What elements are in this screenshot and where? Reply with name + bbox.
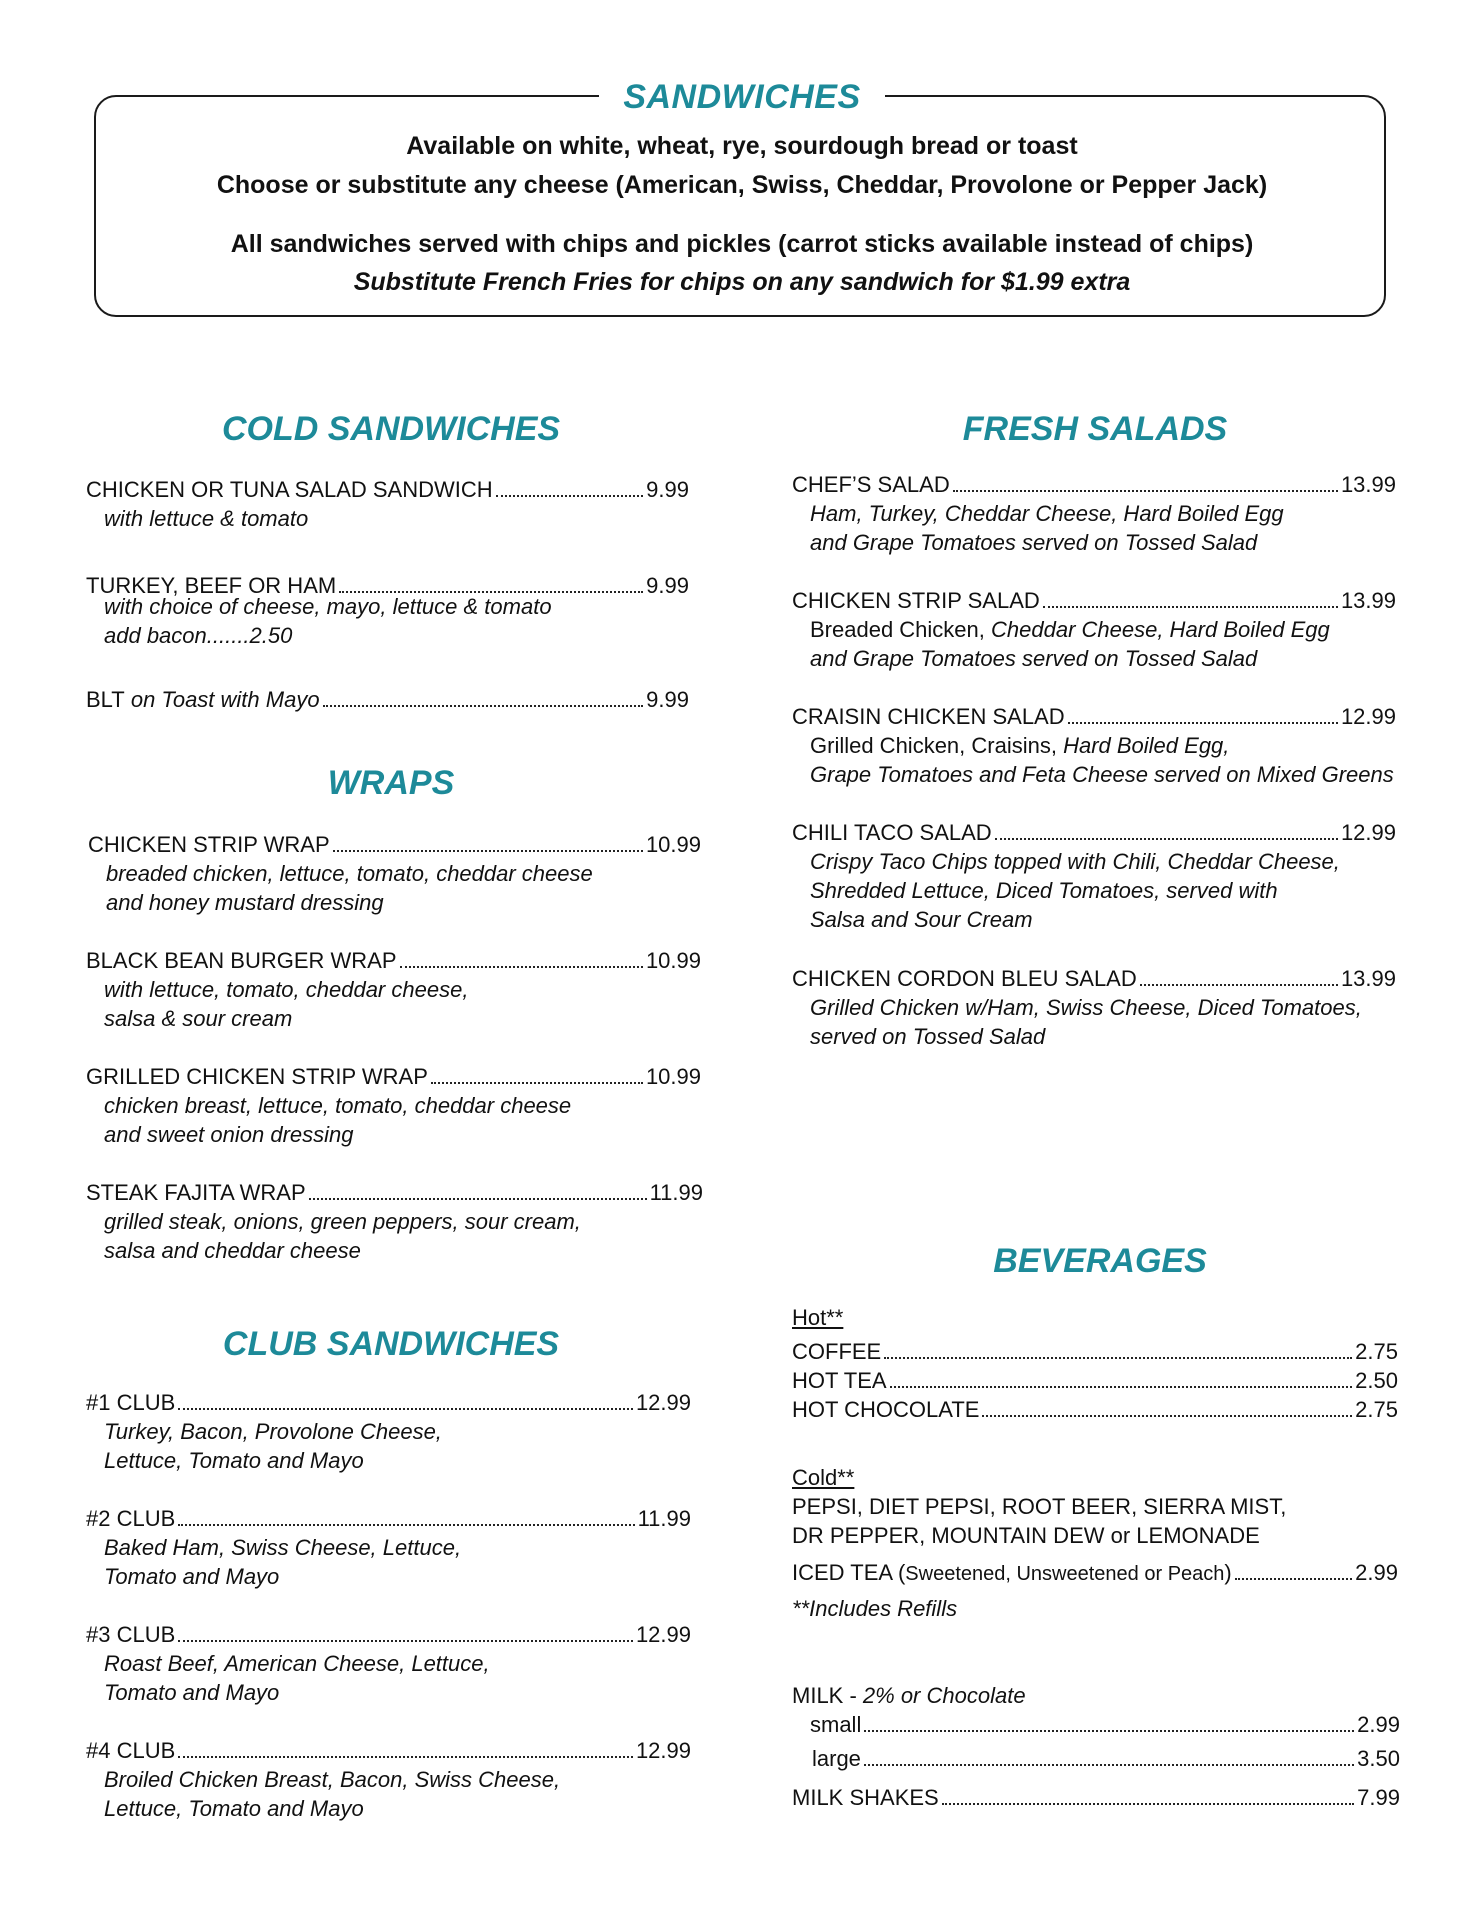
menu-item: CHILI TACO SALAD 12.99 Crispy Taco Chips topped with Chili, Cheddar Cheese, Shredded Lettuce, Diced Tomatoes, served with Salsa and Sour Cream [792, 820, 1396, 932]
beverages-cold-group [792, 1463, 1398, 1623]
cold-drinks-line-2: DR PEPPER, MOUNTAIN DEW or LEMONADE [792, 1523, 1260, 1548]
menu-item: TURKEY, BEEF OR HAM 9.99 with choice of cheese, mayo, lettuce & tomato add bacon.......2.50 [86, 573, 689, 648]
header-cheese-line: Choose or substitute any cheese (American, Swiss, Cheddar, Provolone or Pepper Jack) [216, 171, 1268, 199]
hot-label: Hot** [792, 1305, 844, 1330]
milk-label: MILK - 2% or Chocolate [792, 1683, 1026, 1708]
cold-label: Cold** [792, 1465, 855, 1490]
menu-item: CHICKEN STRIP SALAD 13.99 Breaded Chicken, Cheddar Cheese, Hard Boiled Egg and Grape Tomatoes served on Tossed Salad [792, 588, 1396, 671]
menu-item: CHICKEN OR TUNA SALAD SANDWICH 9.99 with lettuce & tomato [86, 477, 689, 531]
section-title-beverages: BEVERAGES [993, 1242, 1207, 1280]
menu-item: GRILLED CHICKEN STRIP WRAP 10.99 chicken breast, lettuce, tomato, cheddar cheese and sweet onion dressing [86, 1064, 701, 1147]
menu-item: CHICKEN STRIP WRAP 10.99 breaded chicken, lettuce, tomato, cheddar cheese and honey mustard dressing [88, 832, 701, 915]
menu-item: STEAK FAJITA WRAP 11.99 grilled steak, onions, green peppers, sour cream, salsa and cheddar cheese [86, 1180, 703, 1263]
menu-item: CRAISIN CHICKEN SALAD 12.99 Grilled Chicken, Craisins, Hard Boiled Egg, Grape Tomatoes and Feta Cheese served on Mixed Greens [792, 704, 1396, 787]
menu-item: #2 CLUB 11.99 Baked Ham, Swiss Cheese, Lettuce, Tomato and Mayo [86, 1506, 691, 1589]
menu-item: CHICKEN CORDON BLEU SALAD 13.99 Grilled Chicken w/Ham, Swiss Cheese, Diced Tomatoes, served on Tossed Salad [792, 966, 1396, 1049]
menu-item: #1 CLUB 12.99 Turkey, Bacon, Provolone Cheese, Lettuce, Tomato and Mayo [86, 1390, 691, 1473]
menu-item: BLT on Toast with Mayo 9.99 [86, 687, 689, 712]
menu-item: large 3.50 [812, 1746, 1400, 1771]
menu-item: COFFEE 2.75 [792, 1339, 1398, 1364]
menu-item: small 2.99 [810, 1712, 1400, 1737]
section-title-club-sandwiches: CLUB SANDWICHES [222, 1325, 560, 1363]
header-fries-line: Substitute French Fries for chips on any sandwich for $1.99 extra [353, 268, 1131, 296]
menu-item: MILK SHAKES 7.99 [792, 1785, 1400, 1810]
header-title: SANDWICHES [0, 78, 1484, 117]
header-chips-line: All sandwiches served with chips and pickles (carrot sticks available instead of chips) [230, 230, 1254, 258]
section-title-wraps: WRAPS [327, 764, 455, 802]
section-title-fresh-salads: FRESH SALADS [962, 410, 1228, 448]
menu-item: #4 CLUB 12.99 Broiled Chicken Breast, Bacon, Swiss Cheese, Lettuce, Tomato and Mayo [86, 1738, 691, 1821]
menu-item: HOT CHOCOLATE 2.75 [792, 1397, 1398, 1422]
menu-item: BLACK BEAN BURGER WRAP 10.99 with lettuce, tomato, cheddar cheese, salsa & sour cream [86, 948, 701, 1031]
section-title-cold-sandwiches: COLD SANDWICHES [221, 410, 561, 448]
cold-drinks-line-1: PEPSI, DIET PEPSI, ROOT BEER, SIERRA MIST, [792, 1494, 1287, 1519]
menu-item: #3 CLUB 12.99 Roast Beef, American Cheese, Lettuce, Tomato and Mayo [86, 1622, 691, 1705]
menu-item: HOT TEA 2.50 [792, 1368, 1398, 1393]
menu-item: CHEF’S SALAD 13.99 Ham, Turkey, Cheddar Cheese, Hard Boiled Egg and Grape Tomatoes served on Tossed Salad [792, 472, 1396, 555]
menu-item: ICED TEA (Sweetened, Unsweetened or Peach) 2.99 [792, 1560, 1398, 1585]
beverages-milk-group [792, 1681, 1400, 1812]
refills-note: **Includes Refills [792, 1596, 958, 1621]
beverages-hot-group [792, 1303, 1398, 1424]
header-bread-line: Available on white, wheat, rye, sourdough bread or toast [406, 132, 1078, 160]
